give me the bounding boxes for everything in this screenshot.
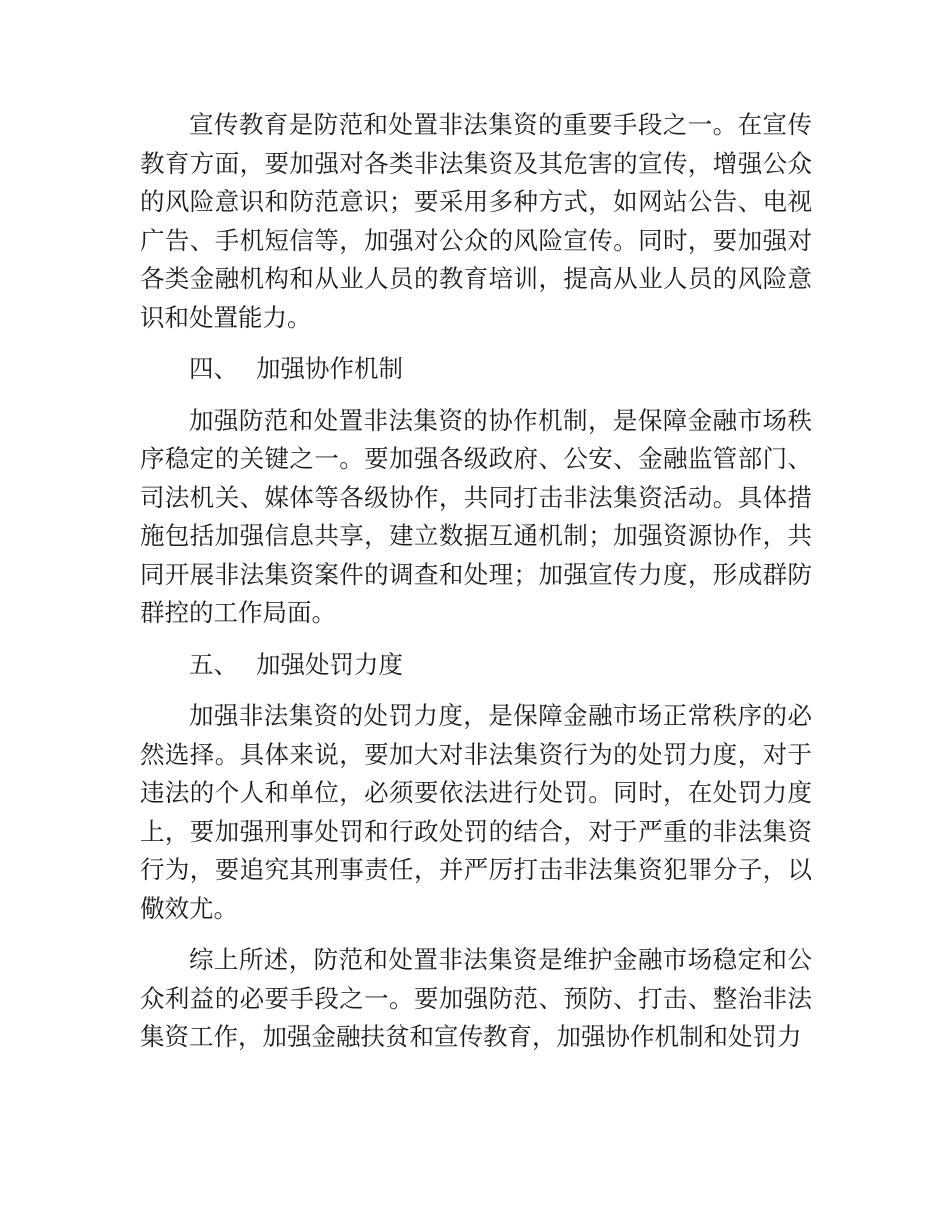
paragraph-propaganda-education: 宣传教育是防范和处置非法集资的重要手段之一。在宣传教育方面，要加强对各类非法集资及其危害的宣传，增强公众的风险意识和防范意识；要采用多种方式，如网站公告、电视广告、手机短信等，加强对公众的风险宣传。同时，要加强对各类金融机构和从业人员的教育培训，提高从业人员的风险意识和处置能力。 [140, 110, 812, 332]
section-heading-5 [140, 646, 812, 685]
paragraph-punishment: 加强非法集资的处罚力度，是保障金融市场正常秩序的必然选择。具体来说，要加大对非法集资行为的处罚力度，对于违法的个人和单位，必须要依法进行处罚。同时，在处罚力度上，要加强刑事处罚和行政处罚的结合，对于严重的非法集资行为，要追究其刑事责任，并严厉打击非法集资犯罪分子，以儆效尤。 [140, 701, 812, 923]
paragraph-summary: 综上所述，防范和处置非法集资是维护金融市场稳定和公众利益的必要手段之一。要加强防范、预防、打击、整治非法集资工作，加强金融扶贫和宣传教育，加强协作机制和处罚力 [140, 945, 812, 1051]
section-number-5: 五、 [189, 649, 238, 679]
section-title-4: 加强协作机制 [256, 354, 403, 383]
document-page [140, 106, 812, 1070]
paragraph-cooperation-mechanism: 加强防范和处置非法集资的协作机制，是保障金融市场秩序稳定的关键之一。要加强各级政府、公安、金融监管部门、司法机关、媒体等各级协作，共同打击非法集资活动。具体措施包括加强信息共享，建立数据互通机制；加强资源协作，共同开展非法集资案件的调查和处理；加强宣传力度，形成群防群控的工作局面。 [140, 405, 812, 627]
section-heading-4 [140, 350, 812, 389]
section-title-5: 加强处罚力度 [256, 649, 403, 679]
section-number-4: 四、 [189, 354, 238, 383]
